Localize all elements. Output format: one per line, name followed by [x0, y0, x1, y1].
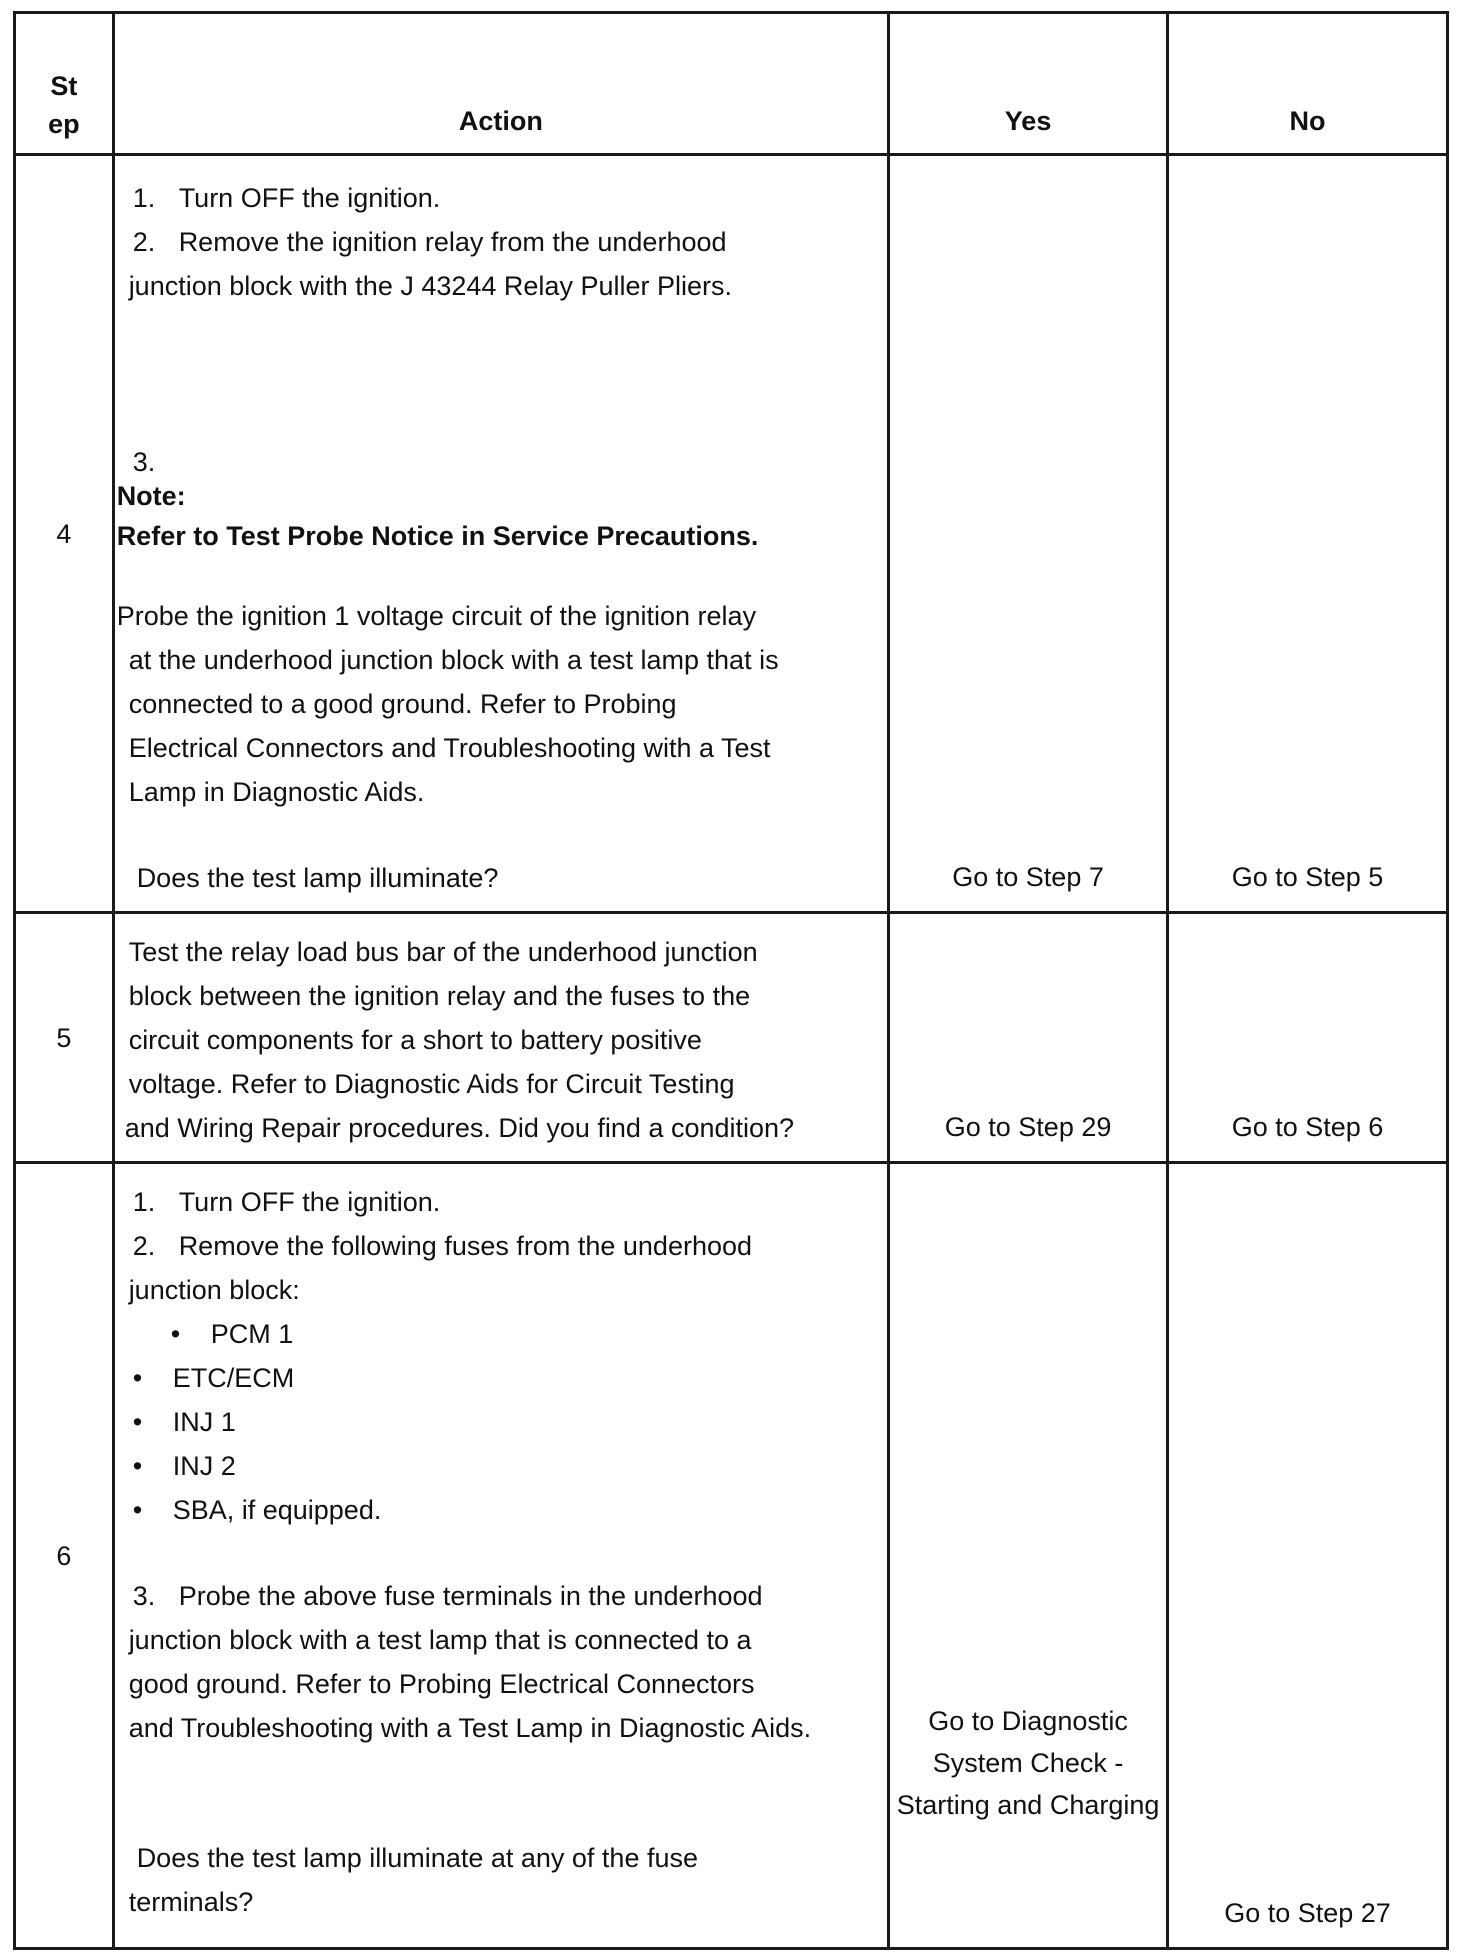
header-step	[15, 13, 114, 155]
no-cell	[1168, 155, 1448, 913]
list-item: 2. Remove the following fuses from the underhood	[132, 1231, 753, 1261]
note-label: Note:	[116, 481, 186, 511]
question-text: terminals?	[128, 1887, 254, 1917]
text-line: Electrical Connectors and Troubleshooting with a Test	[128, 733, 771, 763]
fuse-item: • PCM 1	[170, 1319, 294, 1349]
action-cell	[113, 1163, 888, 1949]
text-line: and Wiring Repair procedures. Did you find a condition?	[124, 1113, 795, 1143]
text-line: circuit components for a short to battery positive	[128, 1025, 702, 1055]
text-line: block between the ignition relay and the fuses to the	[128, 981, 751, 1011]
header-step-line2: ep	[48, 109, 80, 139]
step-number: 5	[15, 913, 114, 1163]
text-line: and Troubleshooting with a Test Lamp in Diagnostic Aids.	[128, 1713, 812, 1743]
fuse-item: • SBA, if equipped.	[132, 1495, 382, 1525]
text-line: connected to a good ground. Refer to Probing	[128, 689, 677, 719]
text-line: good ground. Refer to Probing Electrical Connectors	[128, 1669, 755, 1699]
text-line: junction block:	[128, 1275, 300, 1305]
table-row	[15, 913, 1448, 1163]
diagnostic-table-container	[13, 11, 1449, 1947]
no-link[interactable]: Go to Step 6	[1231, 1112, 1384, 1142]
fuse-item: • INJ 1	[132, 1407, 236, 1437]
header-action: Action	[113, 13, 888, 155]
step-number: 6	[15, 1163, 114, 1949]
yes-cell	[889, 1163, 1168, 1949]
header-step-line1: St	[50, 71, 78, 101]
diagnostic-table	[13, 11, 1449, 1950]
question-text: Does the test lamp illuminate?	[136, 863, 499, 893]
list-item: 1. Turn OFF the ignition.	[132, 183, 441, 213]
step-number: 4	[15, 155, 114, 913]
header-no: No	[1168, 13, 1448, 155]
no-cell	[1168, 913, 1448, 1163]
text-line: Probe the ignition 1 voltage circuit of the ignition relay	[116, 601, 757, 631]
header-yes: Yes	[889, 13, 1168, 155]
action-cell	[113, 913, 888, 1163]
text-line: junction block with a test lamp that is connected to a	[128, 1625, 752, 1655]
no-link[interactable]: Go to Step 27	[1224, 1898, 1391, 1928]
question-text: Does the test lamp illuminate at any of the fuse	[136, 1843, 698, 1873]
header-row	[15, 13, 1448, 155]
action-cell	[113, 155, 888, 913]
note-text: Refer to Test Probe Notice in Service Precautions.	[116, 521, 759, 551]
yes-link[interactable]: Go to Step 7	[952, 862, 1104, 892]
list-item: 2. Remove the ignition relay from the underhood	[132, 227, 727, 257]
text-line: Lamp in Diagnostic Aids.	[128, 777, 425, 807]
fuse-item: • ETC/ECM	[132, 1363, 295, 1393]
list-number: 3.	[132, 447, 156, 477]
text-line: voltage. Refer to Diagnostic Aids for Circuit Testing	[128, 1069, 735, 1099]
table-row	[15, 1163, 1448, 1949]
table-row	[15, 155, 1448, 913]
list-item: 3. Probe the above fuse terminals in the underhood	[132, 1581, 763, 1611]
no-link[interactable]: Go to Step 5	[1231, 862, 1384, 892]
list-item: 1. Turn OFF the ignition.	[132, 1187, 441, 1217]
yes-link[interactable]: Go to Step 29	[944, 1112, 1112, 1142]
fuse-item: • INJ 2	[132, 1451, 236, 1481]
yes-link[interactable]: Go to Diagnostic System Check - Starting and Charging	[896, 1706, 1160, 1820]
text-line: junction block with the J 43244 Relay Puller Pliers.	[128, 271, 732, 301]
text-line: Test the relay load bus bar of the underhood junction	[128, 937, 758, 967]
yes-cell	[889, 155, 1168, 913]
no-cell	[1168, 1163, 1448, 1949]
text-line: at the underhood junction block with a test lamp that is	[128, 645, 779, 675]
yes-cell	[889, 913, 1168, 1163]
